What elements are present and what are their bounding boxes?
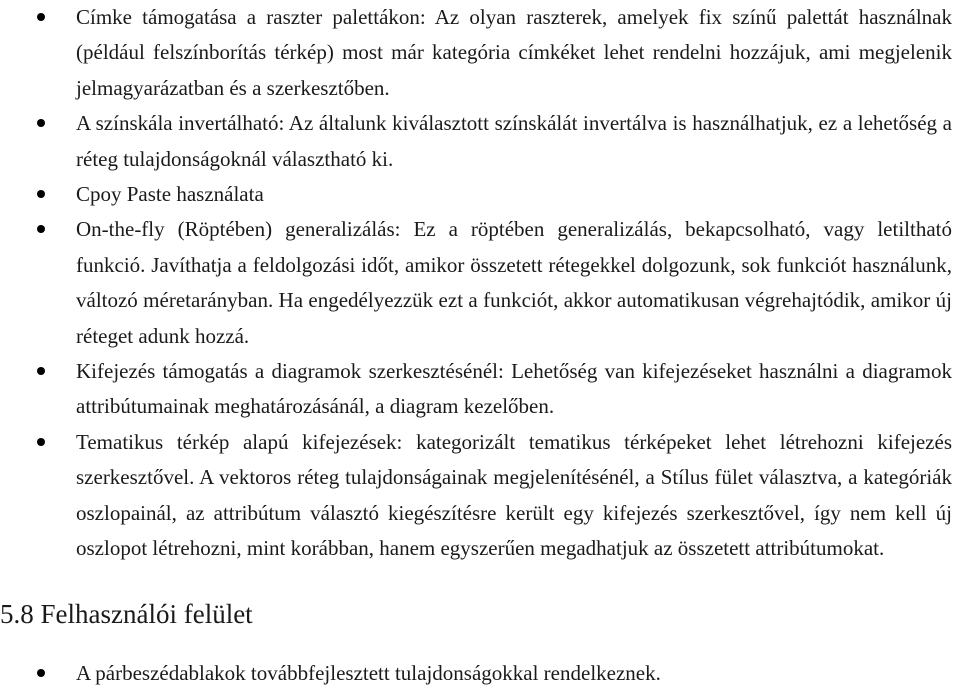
bullet-icon xyxy=(37,367,45,375)
bullet-icon xyxy=(37,119,45,127)
section-heading: 5.8 Felhasználói felület xyxy=(0,599,253,629)
bullet-icon xyxy=(37,13,45,21)
list-item xyxy=(0,425,960,567)
list-item-text: A színskála invertálható: Az általunk kiválasztott színskálát invertálva is használhatjuk, ez a lehetőség a réteg tulajdonságoknál választható ki. xyxy=(76,111,952,171)
list-item xyxy=(0,177,960,212)
list-item xyxy=(0,0,960,106)
bullet-icon xyxy=(37,190,45,198)
list-item xyxy=(0,656,960,691)
bullet-icon xyxy=(37,438,45,446)
ui-feature-list xyxy=(0,656,960,691)
bullet-icon xyxy=(37,225,45,233)
list-item-text: Tematikus térkép alapú kifejezések: kategorizált tematikus térképeket lehet létrehozni kifejezés szerkesztővel. A vektoros réteg tulajdonságainak megjelenítésénél, a Stílus fület választva, a kategóriák oszlopainál, az attribútum választó kiegészítésre került egy kifejezés szerkesztővel, így nem kell új oszlopot létrehozni, mint korábban, hanem egyszerűen megadhatjuk az összetett attribútumokat. xyxy=(76,429,952,561)
list-item xyxy=(0,212,960,354)
list-item xyxy=(0,354,960,425)
list-item xyxy=(0,106,960,177)
list-item-text: A párbeszédablakok továbbfejlesztett tulajdonságokkal rendelkeznek. xyxy=(76,661,661,685)
list-item-text: Kifejezés támogatás a diagramok szerkesztésénél: Lehetőség van kifejezéseket használni a diagramok attribútumainak meghatározásánál, a diagram kezelőben. xyxy=(76,359,952,419)
list-item-text: Címke támogatása a raszter palettákon: Az olyan raszterek, amelyek fix színű palettát használnak (például felszínborítás térkép) most már kategória címkéket lehet rendelni hozzájuk, ami megjelenik jelmagyarázatban és a szerkesztőben. xyxy=(76,5,952,100)
bullet-icon xyxy=(37,669,45,677)
list-item-text: Cpoy Paste használata xyxy=(76,182,264,207)
list-item-text: On-the-fly (Röptében) generalizálás: Ez a röptében generalizálás, bekapcsolható, vagy letiltható funkció. Javíthatja a feldolgozási időt, amikor összetett rétegekkel dolgozunk, sok funkciót használunk, változó méretarányban. Ha engedélyezzük ezt a funkciót, akkor automatikusan végrehajtódik, amikor új réteget adunk hozzá. xyxy=(76,217,952,348)
